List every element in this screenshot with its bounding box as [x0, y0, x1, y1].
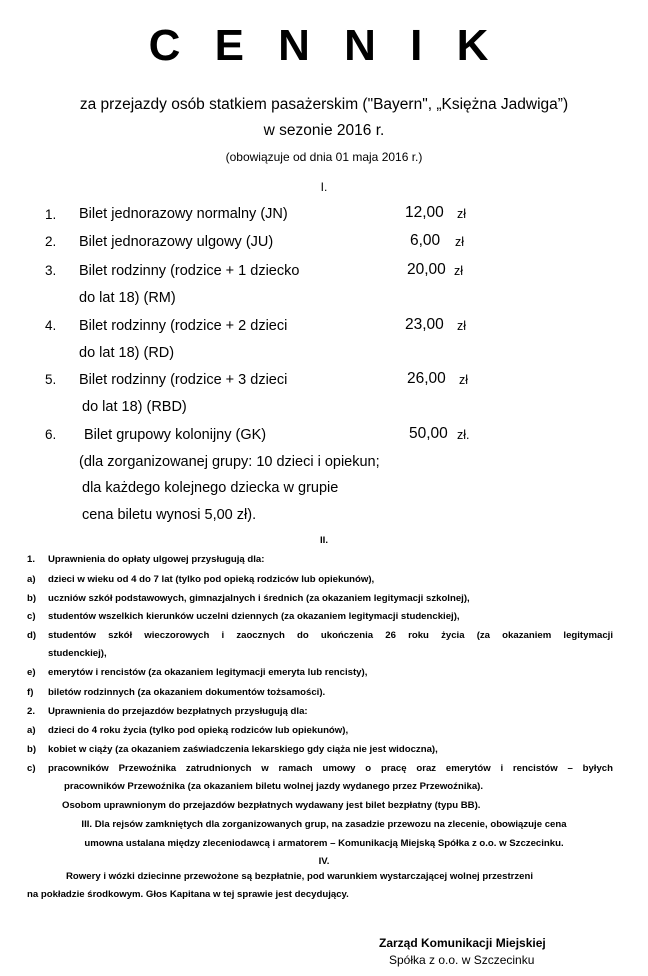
subtitle-vessels: za przejazdy osób statkiem pasażerskim ("Bayern", „Księżna Jadwiga”) [79, 96, 569, 113]
item-price: 26,00 [407, 370, 446, 387]
rule-text: dzieci do 4 roku życia (tylko pod opieką rodziców lub opiekunów), [48, 725, 349, 736]
item-price: 23,00 [405, 316, 444, 333]
subtitle-validity: (obowiązuje od dnia 01 maja 2016 r.) [225, 150, 423, 164]
rule-marker: a) [27, 725, 36, 736]
rule-marker: a) [27, 574, 36, 585]
group-ticket-note: (dla zorganizowanej grupy: 10 dzieci i opiekun; [79, 454, 380, 470]
item-number: 6. [45, 427, 57, 442]
section-4-text: Rowery i wózki dziecinne przewożone są bezpłatnie, pod warunkiem wystarczającej wolnej przestrzeni [66, 871, 534, 882]
rule-text: uczniów szkół podstawowych, gimnazjalnych i średnich (za okazaniem legitymacji szkolnej), [48, 593, 470, 604]
item-unit: zł [459, 373, 469, 387]
section-2-heading: II. [320, 535, 328, 546]
item-unit: zł [454, 264, 464, 278]
item-price: 12,00 [405, 204, 444, 221]
subtitle-season: w sezonie 2016 r. [263, 122, 385, 139]
rule-text: kobiet w ciąży (za okazaniem zaświadczenia lekarskiego gdy ciąża nie jest widoczna), [48, 744, 438, 755]
rule-text: Uprawnienia do przejazdów bezpłatnych przysługują dla: [48, 706, 308, 717]
group-ticket-note: cena biletu wynosi 5,00 zł). [82, 507, 257, 523]
item-name-continued: do lat 18) (RM) [79, 290, 176, 306]
item-name: Bilet grupowy kolonijny (GK) [84, 427, 267, 443]
item-name: Bilet jednorazowy normalny (JN) [79, 206, 288, 222]
section-4-heading: IV. [318, 856, 330, 867]
item-name: Bilet rodzinny (rodzice + 3 dzieci [79, 372, 288, 388]
item-name-continued: do lat 18) (RBD) [82, 399, 187, 415]
rule-text: studentów wszelkich kierunków uczelni dziennych (za okazaniem legitymacji studenckiej), [48, 611, 460, 622]
group-ticket-note: dla każdego kolejnego dziecka w grupie [82, 480, 339, 496]
rule-text: emerytów i rencistów (za okazaniem legitymacji emeryta lub rencisty), [48, 667, 368, 678]
rule-marker: c) [27, 763, 36, 774]
rule-marker: c) [27, 611, 36, 622]
item-number: 1. [45, 207, 57, 222]
item-unit: zł [457, 319, 467, 333]
item-unit: zł. [457, 428, 470, 442]
item-number: 5. [45, 372, 57, 387]
item-unit: zł [455, 235, 465, 249]
rule-marker: b) [27, 744, 37, 755]
rule-text: biletów rodzinnych (za okazaniem dokumentów tożsamości). [48, 687, 326, 698]
document-title: C E N N I K [148, 21, 500, 70]
rule-text-continued: studenckiej), [48, 648, 107, 659]
rule-marker: e) [27, 667, 36, 678]
item-name: Bilet rodzinny (rodzice + 1 dziecko [79, 263, 300, 279]
item-number: 2. [45, 234, 57, 249]
rule-text: pracowników Przewoźnika zatrudnionych w ramach umowy o pracę oraz emerytów i rencistów – byłych [48, 763, 613, 774]
item-name: Bilet rodzinny (rodzice + 2 dzieci [79, 318, 288, 334]
rule-text: dzieci w wieku od 4 do 7 lat (tylko pod opieką rodziców lub opiekunów), [48, 574, 375, 585]
section-4-text: na pokładzie środkowym. Głos Kapitana w tej sprawie jest decydujący. [27, 889, 349, 900]
section-1-heading: I. [320, 180, 328, 194]
rule-text-continued: pracowników Przewoźnika (za okazaniem biletu wolnej jazdy wydanego przez Przewoźnika). [64, 781, 484, 792]
section-3-text: umowna ustalana między zleceniodawcą i armatorem – Komunikacją Miejską Spółka z o.o. w Szczecinku. [84, 838, 564, 849]
item-unit: zł [457, 207, 467, 221]
item-number: 3. [45, 263, 57, 278]
rule-text: studentów szkół wieczorowych i zaocznych do ukończenia 26 roku życia (za okazaniem legitymacji [48, 630, 613, 641]
section-3-text: III. Dla rejsów zamkniętych dla zorganizowanych grup, na zasadzie przewozu na zlecenie, obowiązuje cena [81, 819, 567, 830]
item-name-continued: do lat 18) (RD) [79, 345, 175, 361]
signature-organization: Zarząd Komunikacji Miejskiej [379, 936, 546, 950]
rule-marker: f) [27, 687, 34, 698]
item-price: 6,00 [410, 232, 441, 249]
free-ticket-note: Osobom uprawnionym do przejazdów bezpłatnych wydawany jest bilet bezpłatny (typu BB). [62, 800, 481, 811]
item-name: Bilet jednorazowy ulgowy (JU) [79, 234, 274, 250]
item-price: 50,00 [409, 425, 448, 442]
signature-company: Spółka z o.o. w Szczecinku [389, 953, 535, 967]
rule-marker: 2. [27, 706, 36, 717]
rule-marker: b) [27, 593, 37, 604]
item-number: 4. [45, 318, 57, 333]
item-price: 20,00 [407, 261, 446, 278]
rule-text: Uprawnienia do opłaty ulgowej przysługują dla: [48, 554, 265, 565]
rule-marker: d) [27, 630, 37, 641]
rule-marker: 1. [27, 554, 36, 565]
